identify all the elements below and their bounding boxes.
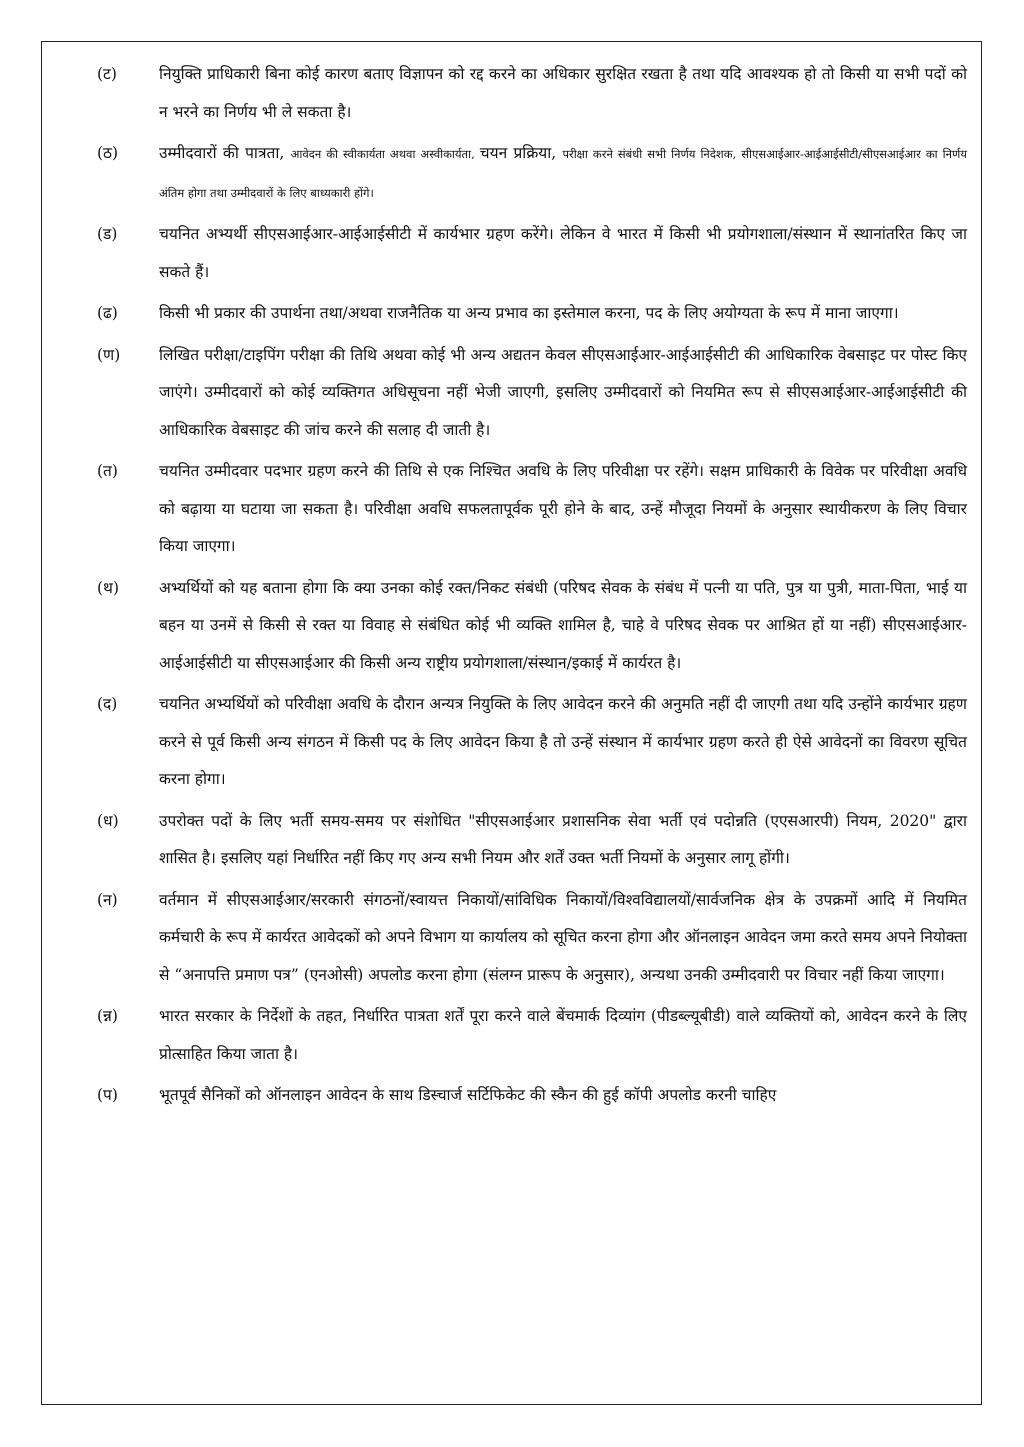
clause-text: अभ्यर्थियों को यह बताना होगा कि क्या उनका कोई रक्त/निकट संबंधी (परिषद सेवक के संबंध में पत्नी या पति, पुत्र या पुत्री, माता-पिता, भाई या बहन या उनमें से किसी से रक्त या विवाह से संबंधित कोई भी व्यक्ति शामिल है, चाहे वे परिषद सेवक पर आश्रित हों या नहीं) सीएसआईआर-आईआईसीटी या सीएसआईआर की किसी अन्य राष्ट्रीय प्रयोगशाला/संस्थान/इकाई में कार्यरत है। — [159, 578, 967, 672]
clause-text: लिखित परीक्षा/टाइपिंग परीक्षा की तिथि अथवा कोई भी अन्य अद्यतन केवल सीएसआईआर-आईआईसीटी की आधिकारिक वेबसाइट पर पोस्ट किए जाएंगे। उम्मीदवारों को कोई व्यक्तिगत अधिसूचना नहीं भेजी जाएगी, इसलिए उम्मीदवारों को नियमित रूप से सीएसआईआर-आईआईसीटी की आधिकारिक वेबसाइट की जांच करने की सलाह दी जाती है। — [159, 345, 967, 439]
clause-marker: (न) — [97, 890, 118, 909]
clause-text: भारत सरकार के निर्देशों के तहत, निर्धारित पात्रता शर्तें पूरा करने वाले बेंचमार्क दिव्यांग (पीडब्ल्यूबीडी) वाले व्यक्तियों को, आवेदन करने के लिए प्रोत्साहित किया जाता है। — [159, 1007, 967, 1063]
clause-ta-dental — [97, 453, 967, 566]
clause-text: उपरोक्त पदों के लिए भर्ती समय-समय पर संशोधित "सीएसआईआर प्रशासनिक सेवा भर्ती एवं पदोन्नति (एएसआरपी) नियम, 2020" द्वारा शासित है। इसलिए यहां निर्धारित नहीं किए गए अन्य सभी नियम और शर्तें उक्त भर्ती नियमों के अनुसार लागू होंगी। — [159, 811, 967, 867]
clause-text: चयनित उम्मीदवार पदभार ग्रहण करने की तिथि से एक निश्चित अवधि के लिए परिवीक्षा पर रहेंगे। सक्षम प्राधिकारी के विवेक पर परिवीक्षा अवधि को बढ़ाया या घटाया जा सकता है। परिवीक्षा अवधि सफलतापूर्वक पूरी होने के बाद, उन्हें मौजूदा नियमों के अनुसार स्थायीकरण के लिए विचार किया जाएगा। — [159, 462, 967, 555]
clause-text — [159, 135, 967, 212]
clause-da — [97, 216, 967, 291]
clause-marker: (ठ) — [97, 144, 119, 162]
clause-marker: (द) — [97, 695, 118, 713]
clause-dha-dental — [97, 803, 967, 878]
clause-marker: (ट) — [97, 65, 117, 83]
clause-segment: उम्मीदवारों की पात्रता, — [159, 144, 291, 162]
clause-nna — [97, 998, 967, 1073]
clause-marker: (प) — [97, 1086, 118, 1104]
clause-text: चयनित अभ्यर्थी सीएसआईआर-आईआईसीटी में कार्यभार ग्रहण करेंगे। लेकिन वे भारत में किसी भी प्रयोगशाला/संस्थान में स्थानांतरित किए जा सकते हैं। — [159, 225, 967, 281]
clause-marker: (ध) — [97, 811, 119, 830]
clause-ta — [97, 56, 967, 131]
clause-marker: (ढ) — [97, 304, 118, 322]
clause-segment: चयन प्रक्रिया, — [479, 144, 563, 162]
clause-segment: आवेदन की स्वीकार्यता अथवा अस्वीकार्यता, — [290, 147, 480, 161]
clause-text: नियुक्ति प्राधिकारी बिना कोई कारण बताए विज्ञापन को रद्द करने का अधिकार सुरक्षित रखता है तथा यदि आवश्यक हो तो किसी या सभी पदों को न भरने का निर्णय भी ले सकता है। — [159, 65, 967, 121]
clause-text: वर्तमान में सीएसआईआर/सरकारी संगठनों/स्वायत्त निकायों/सांविधिक निकायों/विश्वविद्यालयों/सार्वजनिक क्षेत्र के उपक्रमों आदि में नियमित कर्मचारी के रूप में कार्यरत आवेदकों को अपने विभाग या कार्यालय को सूचित करना होगा और ऑनलाइन आवेदन जमा करते समय अपने नियोक्ता से “अनापत्ति प्रमाण पत्र” (एनओसी) अपलोड करना होगा (संलग्न प्रारूप के अनुसार), अन्यथा उनकी उम्मीदवारी पर विचार नहीं किया जाएगा। — [159, 890, 967, 984]
clause-na-retroflex — [97, 337, 967, 450]
clause-pa — [97, 1077, 967, 1115]
clause-marker: (न्न) — [97, 1007, 118, 1025]
clause-marker: (ण) — [97, 345, 121, 364]
clause-list — [97, 56, 967, 1119]
clause-marker: (थ) — [97, 578, 119, 597]
clause-text: चयनित अभ्यर्थियों को परिवीक्षा अवधि के दौरान अन्यत्र नियुक्ति के लिए आवेदन करने की अनुमति नहीं दी जाएगी तथा यदि उन्होंने कार्यभार ग्रहण करने से पूर्व किसी अन्य संगठन में किसी पद के लिए आवेदन किया है तो उन्हें संस्थान में कार्यभार ग्रहण करते ही ऐसे आवेदनों का विवरण सूचित करना होगा। — [159, 695, 967, 788]
clause-na — [97, 882, 967, 995]
clause-marker: (ड) — [97, 225, 118, 243]
clause-tha — [97, 135, 967, 212]
clause-da-dental — [97, 686, 967, 799]
clause-text: भूतपूर्व सैनिकों को ऑनलाइन आवेदन के साथ डिस्चार्ज सर्टिफिकेट की स्कैन की हुई कॉपी अपलोड करनी चाहिए — [159, 1086, 777, 1104]
clause-dha — [97, 295, 967, 333]
clause-segment: परीक्षा करने संबंधी सभी निर्णय निदेशक, सीएसआईआर-आईआईसीटी/सीएसआईआर का निर्णय अंतिम होगा तथा उम्मीदवारों के लिए बाध्यकारी होंगे। — [159, 147, 967, 200]
clause-text: किसी भी प्रकार की उपार्थना तथा/अथवा राजनैतिक या अन्य प्रभाव का इस्तेमाल करना, पद के लिए अयोग्यता के रूप में माना जाएगा। — [159, 304, 899, 322]
clause-tha-dental — [97, 570, 967, 683]
clause-marker: (त) — [97, 462, 118, 480]
